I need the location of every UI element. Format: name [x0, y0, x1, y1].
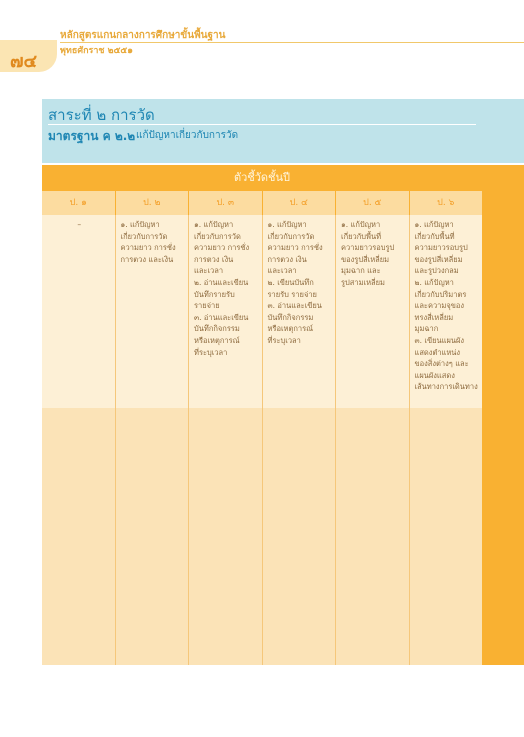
indicator-cell-p6: ๑. แก้ปัญหา เกี่ยวกับพื้นที่ ความยาวรอบรูป ของรูปสี่เหลี่ยม และรูปวงกลม ๒. แก้ปัญหา เกี่ยวกับปริมาตร และความจุของ ทรงสี่เหลี่ยม มุมฉาก ๓. เขียนแผนผัง แสดงตำแหน่ง ของสิ่งต่างๆ และ แผนผังแสดง เส้นทางการเดินทาง: [414, 220, 478, 392]
empty-cell: [116, 408, 190, 665]
strand-panel-extension: [482, 99, 524, 163]
grade-header-p3: ป. ๓: [189, 191, 263, 215]
empty-cell: [410, 408, 483, 665]
page-number-tab: [0, 40, 57, 72]
indicator-cell-p5: ๑. แก้ปัญหา เกี่ยวกับพื้นที่ ความยาวรอบรูป ของรูปสี่เหลี่ยม มุมฉาก และ รูปสามเหลี่ยม: [336, 215, 410, 408]
indicator-table: [42, 165, 482, 665]
grade-header-p5: ป. ๕: [336, 191, 410, 215]
grade-header-p6: ป. ๖: [410, 191, 483, 215]
table-heading: ตัวชี้วัดชั้นปี: [233, 171, 291, 184]
grade-header-p1: ป. ๑: [42, 191, 116, 215]
indicator-cell-p3: ๑. แก้ปัญหา เกี่ยวกับการวัด ความยาว การชั่ง การตวง เงิน และเวลา ๒. อ่านและเขียน บันทึกรายรับ รายจ่าย ๓. อ่านและเขียน บันทึกกิจกรรม หรือเหตุการณ์ ที่ระบุเวลา: [189, 215, 263, 408]
document-subtitle: พุทธศักราช ๒๕๕๑: [60, 46, 133, 56]
empty-cell: [189, 408, 263, 665]
indicator-row: [42, 215, 482, 408]
strand-panel: [42, 99, 524, 163]
strand-title: สาระที่ ๒ การวัด: [48, 106, 155, 124]
strand-divider: [48, 124, 476, 125]
grade-header-p4: ป. ๔: [263, 191, 337, 215]
empty-cell: [336, 408, 410, 665]
decorative-empty-row: [42, 408, 482, 665]
grade-header-row: [42, 191, 482, 215]
indicator-cell-p4: ๑. แก้ปัญหา เกี่ยวกับการวัด ความยาว การชั่ง การตวง เงิน และเวลา ๒. เขียนบันทึก รายรับ รายจ่าย ๓. อ่านและเขียน บันทึกกิจกรรม หรือเหตุการณ์ ที่ระบุเวลา: [263, 215, 337, 408]
empty-cell: [42, 408, 116, 665]
standard-label: มาตรฐาน ค ๒.๒: [48, 129, 136, 143]
grade-header-p2: ป. ๒: [116, 191, 190, 215]
empty-cell: [263, 408, 337, 665]
page-number: ๗๔: [10, 51, 38, 72]
document-title: หลักสูตรแกนกลางการศึกษาขั้นพื้นฐาน: [60, 30, 226, 41]
indicator-cell-p2: ๑. แก้ปัญหา เกี่ยวกับการวัด ความยาว การชั่ง การตวง และเงิน: [116, 215, 190, 408]
indicator-cell-p1: –: [42, 215, 116, 408]
standard-text: แก้ปัญหาเกี่ยวกับการวัด: [136, 130, 239, 141]
side-color-bar: [482, 165, 524, 665]
